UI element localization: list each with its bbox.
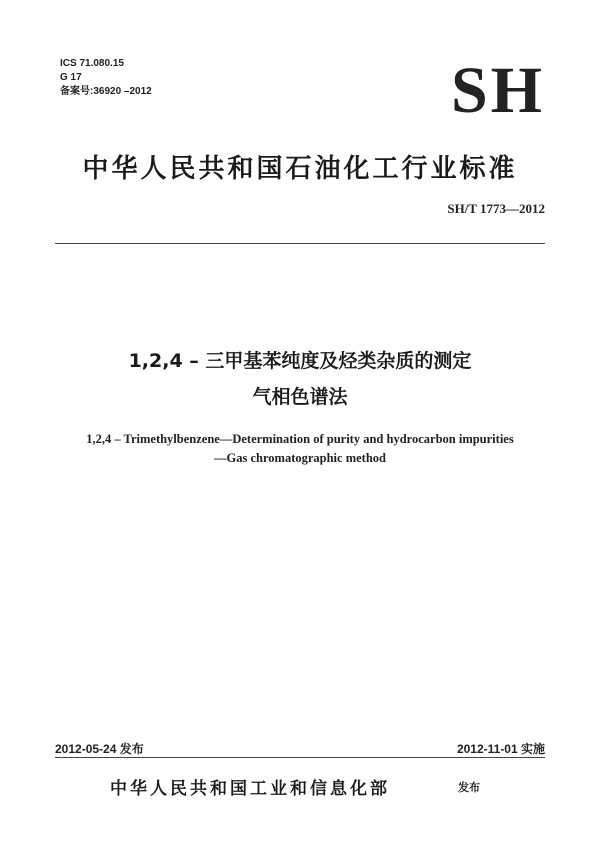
- top-divider: [55, 243, 545, 244]
- publish-date: 2012-05-24 发布: [55, 742, 144, 756]
- sh-logo: SH: [450, 54, 545, 127]
- issuing-authority: 中华人民共和国工业和信息化部: [110, 779, 390, 799]
- document-title-zh-line1: 1,2,4 – 三甲基苯纯度及烃类杂质的测定: [128, 350, 472, 372]
- document-title-en-line2: —Gas chromatographic method: [214, 451, 386, 465]
- ics-code: ICS 71.080.15: [60, 58, 124, 69]
- classification-code: G 17: [60, 72, 82, 83]
- document-title-zh-line2: 气相色谱法: [252, 386, 348, 408]
- record-number: 备案号:36920 –2012: [60, 86, 152, 97]
- bottom-divider: [55, 757, 545, 758]
- standard-category-title: 中华人民共和国石油化工行业标准: [82, 154, 518, 184]
- document-title-en-line1: 1,2,4 – Trimethylbenzene—Determination of purity and hydrocarbon impurities: [86, 432, 514, 446]
- issue-label: 发布: [458, 781, 480, 794]
- implementation-date: 2012-11-01 实施: [456, 742, 545, 756]
- standard-code: SH/T 1773—2012: [447, 201, 545, 216]
